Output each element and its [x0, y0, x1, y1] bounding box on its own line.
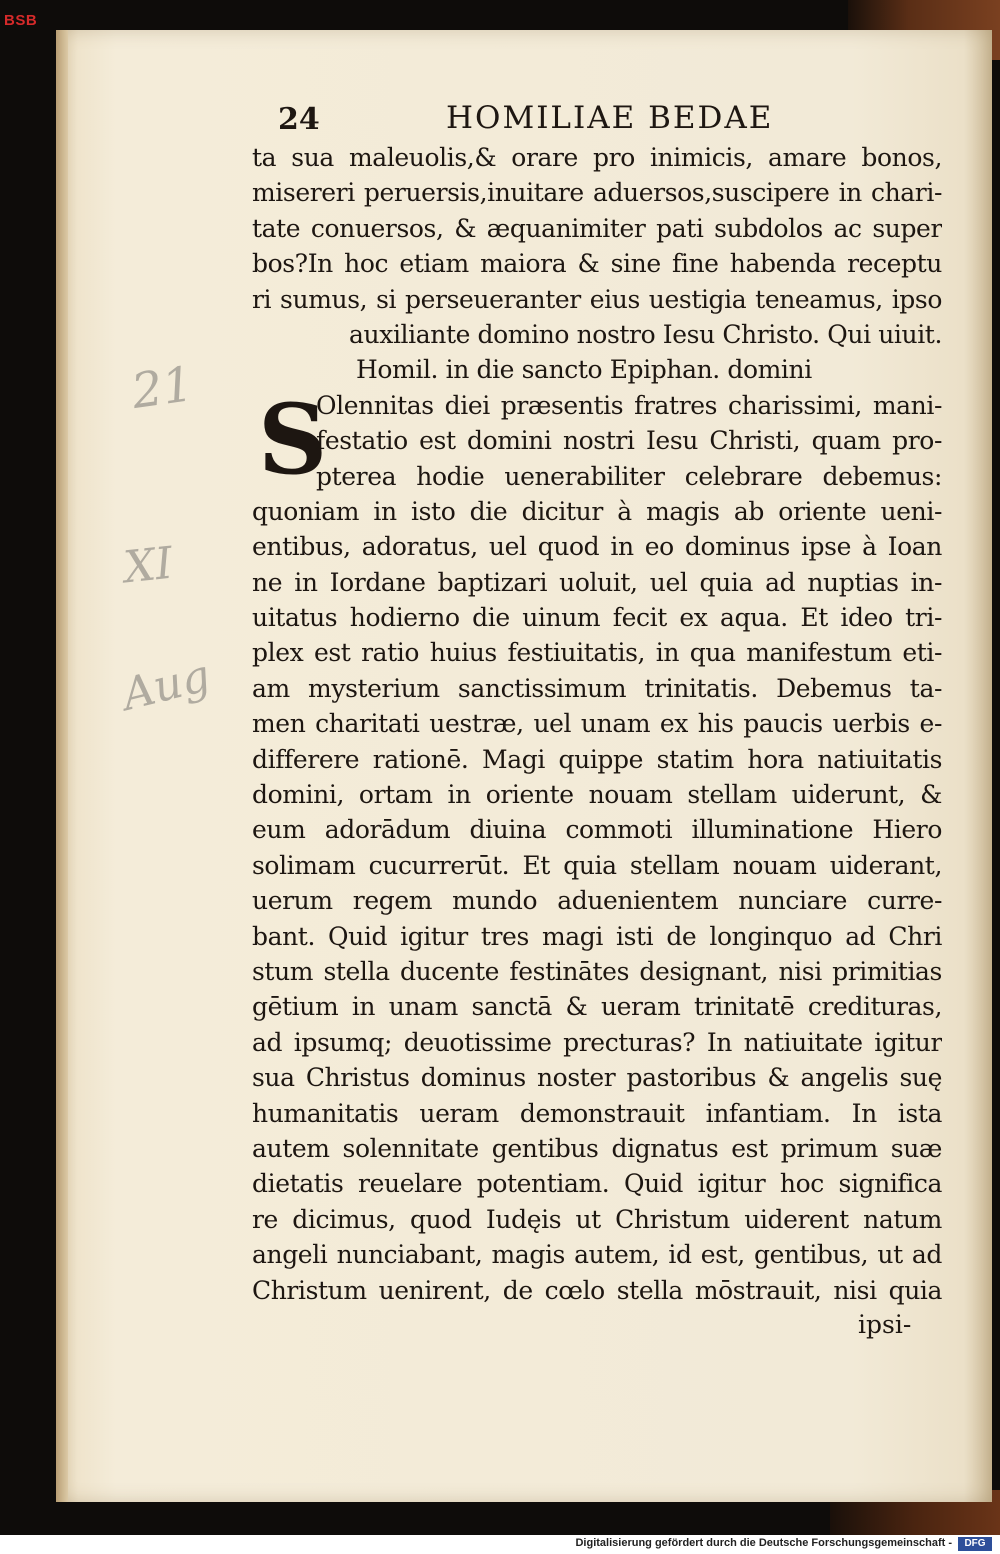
text-line: stum stella ducente festinātes designant, nisi primitias — [252, 956, 942, 986]
text-line: differere rationē. Magi quippe statim hora natiuitatis — [252, 744, 942, 774]
text-line: Christum uenirent, de cœlo stella mōstrauit, nisi quia — [252, 1275, 942, 1305]
text-line: uitatus hodierno die uinum fecit ex aqua. Et ideo tri- — [252, 603, 942, 633]
text-line: sua Christus dominus noster pastoribus & angelis suę — [252, 1063, 942, 1093]
text-line: eum adorādum diuina commoti illuminatione Hiero — [252, 815, 942, 845]
dfg-logo: DFG — [958, 1537, 992, 1551]
body-text — [252, 140, 942, 1308]
text-line: ad ipsumq; deuotissime precturas? In natiuitate igitur — [252, 1027, 942, 1057]
text-line: domini, ortam in oriente nouam stellam uiderunt, & — [252, 780, 942, 810]
text-line: ri sumus, si perseueranter eius uestigia teneamus, ipso — [252, 284, 942, 314]
margin-note: Aug — [117, 650, 216, 721]
text-line: misereri peruersis,inuitare aduersos,suscipere in chari- — [252, 178, 942, 208]
text-line: ne in Iordane baptizari uoluit, uel quia ad nuptias in- — [252, 567, 942, 597]
text-line: angeli nunciabant, magis autem, id est, gentibus, ut ad — [252, 1240, 942, 1270]
footer-credit: Digitalisierung gefördert durch die Deutsche Forschungsgemeinschaft - — [575, 1537, 952, 1549]
text-line: pterea hodie uenerabiliter celebrare debemus: — [316, 461, 942, 491]
homily-heading: Homil. in die sancto Epiphan. domini — [356, 355, 812, 385]
text-line: uerum regem mundo aduenientem nunciare curre- — [252, 886, 942, 916]
text-line: autem solennitate gentibus dignatus est primum suæ — [252, 1133, 942, 1163]
text-line: tate conuersos, & æquanimiter pati subdolos ac super — [252, 213, 942, 243]
text-line: quoniam in isto die dicitur à magis ab oriente ueni- — [252, 496, 942, 526]
text-line: entibus, adoratus, uel quod in eo dominus ipse à Ioan — [252, 532, 942, 562]
text-line: bant. Quid igitur tres magi isti de longinquo ad Chri — [252, 921, 942, 951]
text-line: bos?In hoc etiam maiora & sine fine habenda receptu — [252, 249, 942, 279]
text-line: gētium in unam sanctā & ueram trinitatē credituras, — [252, 992, 942, 1022]
text-line: am mysterium sanctissimum trinitatis. Debemus ta- — [252, 673, 942, 703]
running-title: HOMILIAE BEDAE — [446, 100, 774, 136]
page-gutter — [56, 30, 68, 1502]
margin-note: XI — [121, 537, 176, 594]
library-logo: BSB — [4, 12, 38, 29]
text-line: auxiliante domino nostro Iesu Christo. Qui uiuit. — [349, 319, 942, 349]
footer-bar — [0, 1535, 1000, 1554]
text-line: humanitatis ueram demonstrauit infantiam. In ista — [252, 1098, 942, 1128]
text-line: plex est ratio huius festiuitatis, in qua manifestum eti- — [252, 638, 942, 668]
drop-cap: S — [258, 383, 328, 496]
text-line: re dicimus, quod Iudęis ut Christum uiderent natum — [252, 1204, 942, 1234]
margin-note: 21 — [128, 356, 197, 420]
text-line: men charitati uestræ, uel unam ex his paucis uerbis e- — [252, 709, 942, 739]
page-number: 24 — [278, 102, 320, 137]
text-line: dietatis reuelare potentiam. Quid igitur hoc significa — [252, 1169, 942, 1199]
text-line: solimam cucurrerūt. Et quia stellam nouam uiderant, — [252, 850, 942, 880]
text-line: ta sua maleuolis,& orare pro inimicis, amare bonos, — [252, 143, 942, 172]
text-line: Olennitas diei præsentis fratres charissimi, mani- — [316, 390, 942, 420]
text-line: festatio est domini nostri Iesu Christi, quam pro- — [316, 426, 942, 456]
catchword: ipsi- — [858, 1310, 912, 1339]
page-header — [270, 96, 830, 144]
